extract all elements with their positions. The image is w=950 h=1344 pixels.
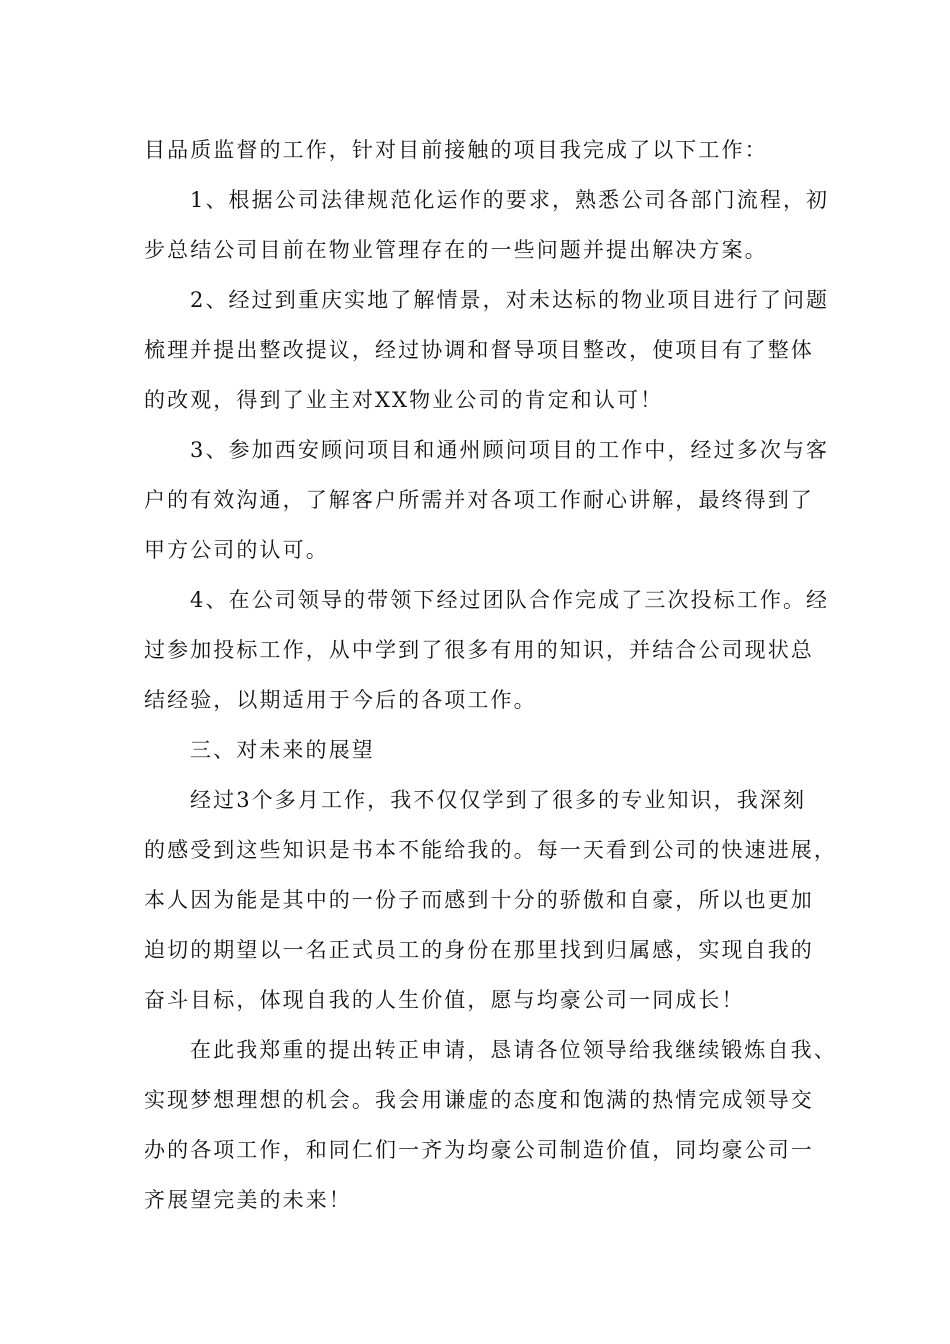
text-line: 的改观，得到了业主对XX物业公司的肯定和认可！ — [144, 388, 664, 412]
text-line: 3、参加西安顾问项目和通州顾问项目的工作中，经过多次与客 — [190, 438, 830, 462]
text-line: 迫切的期望以一名正式员工的身份在那里找到归属感，实现自我的 — [144, 938, 814, 962]
text-line: 梳理并提出整改提议，经过协调和督导项目整改，使项目有了整体 — [144, 338, 814, 362]
text-line: 结经验，以期适用于今后的各项工作。 — [144, 688, 537, 712]
text-line: 目品质监督的工作，针对目前接触的项目我完成了以下工作： — [144, 138, 768, 162]
section-heading: 三、对未来的展望 — [190, 738, 375, 762]
text-line: 2、经过到重庆实地了解情景，对未达标的物业项目进行了问题 — [190, 288, 830, 312]
text-line: 经过3个多月工作，我不仅仅学到了很多的专业知识，我深刻 — [190, 788, 807, 812]
text-line: 奋斗目标，体现自我的人生价值，愿与均豪公司一同成长！ — [144, 988, 745, 1012]
text-line: 户的有效沟通，了解客户所需并对各项工作耐心讲解，最终得到了 — [144, 488, 814, 512]
text-line: 齐展望完美的未来！ — [144, 1188, 352, 1212]
text-line: 在此我郑重的提出转正申请，恳请各位领导给我继续锻炼自我、 — [190, 1038, 837, 1062]
text-line: 过参加投标工作，从中学到了很多有用的知识，并结合公司现状总 — [144, 638, 814, 662]
text-line: 甲方公司的认可。 — [144, 538, 329, 562]
text-line: 实现梦想理想的机会。我会用谦虚的态度和饱满的热情完成领导交 — [144, 1088, 814, 1112]
text-line: 办的各项工作，和同仁们一齐为均豪公司制造价值，同均豪公司一 — [144, 1138, 814, 1162]
text-line: 本人因为能是其中的一份子而感到十分的骄傲和自豪，所以也更加 — [144, 888, 814, 912]
text-line: 的感受到这些知识是书本不能给我的。每一天看到公司的快速进展， — [144, 838, 837, 862]
text-line: 步总结公司目前在物业管理存在的一些问题并提出解决方案。 — [144, 238, 768, 262]
text-line: 1、根据公司法律规范化运作的要求，熟悉公司各部门流程，初 — [190, 188, 830, 212]
text-line: 4、在公司领导的带领下经过团队合作完成了三次投标工作。经 — [190, 588, 830, 612]
